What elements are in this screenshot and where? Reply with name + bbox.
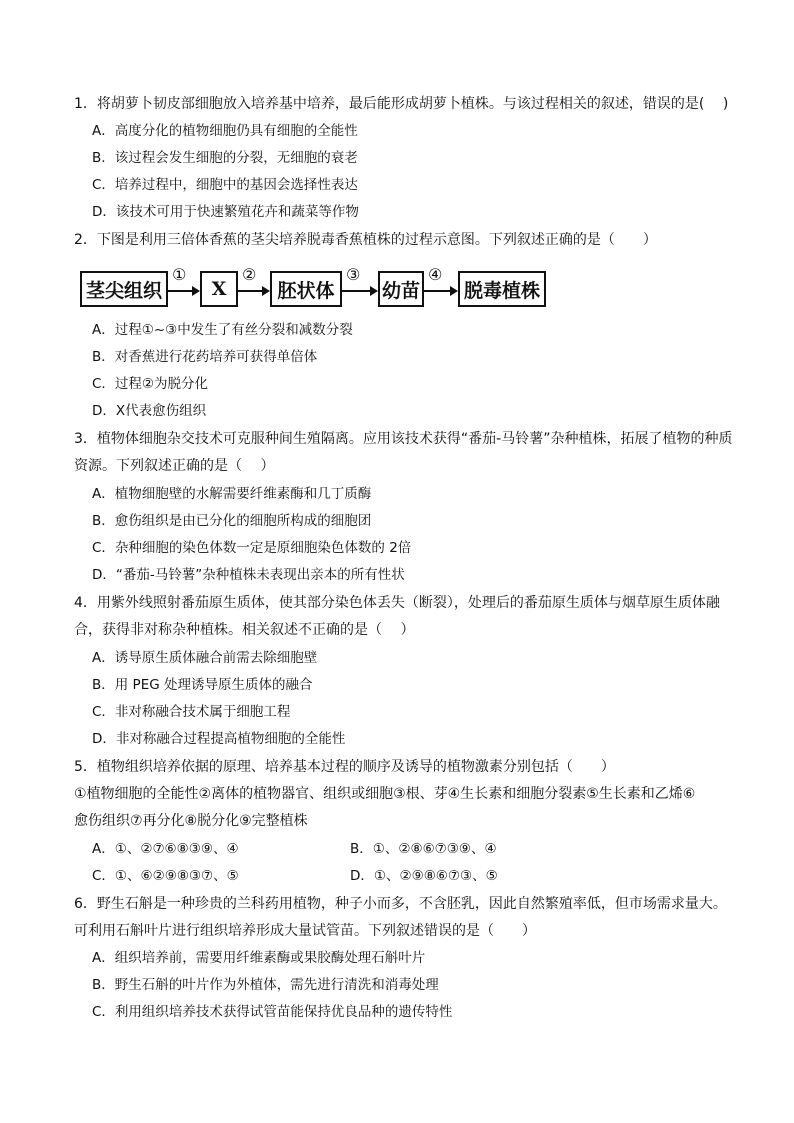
- flow-box-virus-free-plant: 脱毒植株: [458, 271, 546, 307]
- question-5-option-b: B．①、②⑧⑥⑦③⑨、④: [350, 841, 497, 857]
- question-2-stem: 2．下图是利用三倍体香蕉的茎尖培养脱毒香蕉植株的过程示意图。下列叙述正确的是（ ）: [74, 232, 657, 248]
- process-flow-diagram: [80, 265, 550, 311]
- question-3-option-c: C．杂种细胞的染色体数一定是原细胞染色体数的 2倍: [92, 540, 412, 556]
- flow-box-x: X: [200, 271, 238, 307]
- question-6-stem-line-2: 可利用石斛叶片进行组织培养形成大量试管苗。下列叙述错误的是（ ）: [74, 923, 536, 939]
- question-6-stem-line-1: 6．野生石斛是一种珍贵的兰科药用植物，种子小而多，不含胚乳，因此自然繁殖率低，但市场需求量大。: [74, 896, 727, 912]
- flow-step-3-label: ③: [346, 265, 361, 284]
- question-2-option-c: C．过程②为脱分化: [92, 376, 209, 392]
- question-1-option-c: C．培养过程中，细胞中的基因会选择性表达: [92, 177, 358, 193]
- question-6-option-a: A．组织培养前，需要用纤维素酶或果胶酶处理石斛叶片: [92, 950, 426, 966]
- flow-step-2-label: ②: [242, 265, 257, 284]
- question-5-stem-line-1: 5．植物组织培养依据的原理、培养基本过程的顺序及诱导的植物激素分别包括（ ）: [74, 759, 615, 775]
- question-2-option-b: B．对香蕉进行花药培养可获得单倍体: [92, 349, 318, 365]
- arrow-head-icon: [262, 286, 270, 296]
- question-5-option-a: A．①、②⑦⑥⑧③⑨、④: [92, 841, 239, 857]
- question-6-option-c: C．利用组织培养技术获得试管苗能保持优良品种的遗传特性: [92, 1004, 453, 1020]
- question-4-option-d: D．非对称融合过程提高植物细胞的全能性: [92, 731, 346, 747]
- flow-step-4-label: ④: [428, 265, 443, 284]
- question-1-stem: 1．将胡萝卜韧皮部细胞放入培养基中培养，最后能形成胡萝卜植株。与该过程相关的叙述，错误的是( ): [74, 96, 729, 112]
- flow-box-shoot-tip: 茎尖组织: [80, 271, 168, 307]
- flow-arrow-4: [424, 265, 458, 307]
- question-6-option-b: B．野生石斛的叶片作为外植体，需先进行清洗和消毒处理: [92, 977, 439, 993]
- question-4-stem-line-2: 合，获得非对称杂种植株。相关叙述不正确的是（ ）: [74, 622, 415, 638]
- question-3-stem-line-1: 3．植物体细胞杂交技术可克服种间生殖隔离。应用该技术获得“番茄-马铃薯”杂种植株，拓展了植物的种质: [74, 431, 733, 447]
- question-4-option-a: A．诱导原生质体融合前需去除细胞壁: [92, 650, 318, 666]
- question-4-option-b: B．用 PEG 处理诱导原生质体的融合: [92, 677, 313, 693]
- question-3-option-a: A．植物细胞壁的水解需要纤维素酶和几丁质酶: [92, 486, 372, 502]
- flow-box-embryoid: 胚状体: [270, 271, 342, 307]
- arrow-head-icon: [192, 286, 200, 296]
- question-3-stem-line-2: 资源。下列叙述正确的是（ ）: [74, 458, 275, 474]
- question-1-option-d: D．该技术可用于快速繁殖花卉和蔬菜等作物: [92, 204, 359, 220]
- flow-arrow-1: [168, 265, 200, 307]
- question-4-stem-line-1: 4．用紫外线照射番茄原生质体，使其部分染色体丢失（断裂），处理后的番茄原生质体与烟草原生质体融: [74, 595, 720, 611]
- question-4-option-c: C．非对称融合技术属于细胞工程: [92, 704, 291, 720]
- arrow-head-icon: [450, 286, 458, 296]
- question-3-option-b: B．愈伤组织是由已分化的细胞所构成的细胞团: [92, 513, 372, 529]
- question-2-option-d: D．X代表愈伤组织: [92, 403, 207, 419]
- question-3-option-d: D．“番茄-马铃薯”杂种植株未表现出亲本的所有性状: [92, 567, 405, 583]
- flow-step-1-label: ①: [172, 265, 187, 284]
- question-1-option-a: A．高度分化的植物细胞仍具有细胞的全能性: [92, 123, 358, 139]
- flow-arrow-3: [342, 265, 378, 307]
- question-5-option-c: C．①、⑥②⑨⑧③⑦、⑤: [92, 868, 239, 884]
- flow-box-seedling: 幼苗: [378, 271, 424, 307]
- question-5-stem-line-3: 愈伤组织⑦再分化⑧脱分化⑨完整植株: [74, 813, 308, 829]
- question-5-stem-line-2: ①植物细胞的全能性②离体的植物器官、组织或细胞③根、芽④生长素和细胞分裂素⑤生长素和乙烯⑥: [74, 786, 696, 802]
- question-5-option-d: D．①、②⑨⑧⑥⑦③、⑤: [350, 868, 498, 884]
- question-2-option-a: A．过程①~③中发生了有丝分裂和减数分裂: [92, 322, 353, 338]
- question-1-option-b: B．该过程会发生细胞的分裂，无细胞的衰老: [92, 150, 358, 166]
- arrow-head-icon: [370, 286, 378, 296]
- flow-arrow-2: [238, 265, 270, 307]
